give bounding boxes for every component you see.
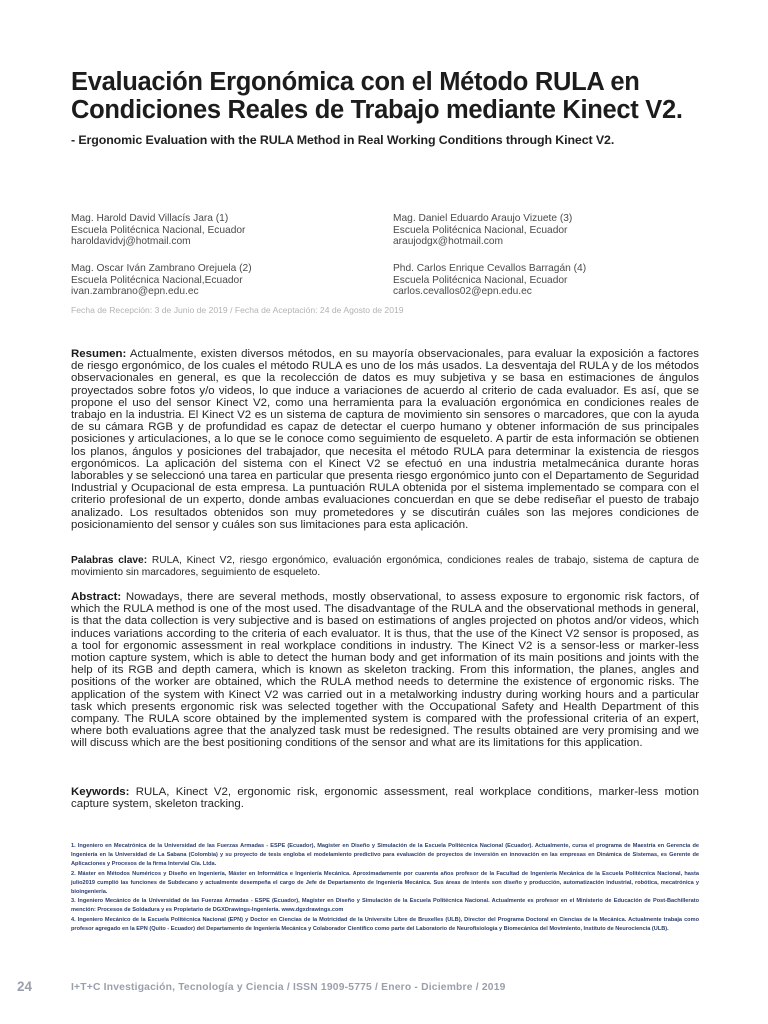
- page-number: 24: [17, 979, 33, 994]
- paper-title: Evaluación Ergonómica con el Método RULA en Condiciones Reales de Trabajo mediante Kinect V2.: [71, 68, 683, 124]
- footnote-1: 1. Ingeniero en Mecatrónica de la Universidad de las Fuerzas Armadas - ESPE (Ecuador), Magister en Diseño y Simulación de la Escuela Politécnica Nacional (Ecuador). Actualmente, cursa el programa de Maestría en Gerencia de Ingeniería en la Universidad de La Sabana (Colombia) y su proyecto de tesis engloba el modelamiento predictivo para evaluación de proyectos de inversión en innovación en las empresas en Dinámica de Sistemas, es Gerente de Aplicaciones y Procesos de la firma Intervial Cía. Ltda.: [71, 843, 699, 868]
- abstract-label: Abstract:: [71, 591, 122, 603]
- author-name: Mag. Oscar Iván Zambrano Orejuela (2): [71, 263, 252, 274]
- footnote-3: 3. Ingeniero Mecánico de la Universidad de las Fuerzas Armadas - ESPE (Ecuador), Magister en Diseño y Simulación de la Escuela Politécnica Nacional. Actualmente es profesor en el Ministerio de Educación de Post-Bachillerato mención: Procesos de Soldadura y es Propietario de DGXDrawings-Ingeniería. www.dgxdrawings.com: [71, 898, 699, 914]
- author-affiliation: Escuela Politécnica Nacional,Ecuador: [71, 274, 243, 286]
- submission-dates: Fecha de Recepción: 3 de Junio de 2019 / Fecha de Aceptación: 24 de Agosto de 2019: [71, 305, 404, 315]
- author-name: Mag. Harold David Villacís Jara (1): [71, 213, 229, 224]
- footnote-4: 4. Ingeniero Mecánico de la Escuela Politécnica Nacional (EPN) y Doctor en Ciencias de la Motricidad de la Universite Libre de Bruxelles (ULB), Director del Programa Doctoral en Ciencias de la Mecánica. Actualmente trabaja como profesor agregado en la EPN (Quito - Ecuador) del Departamento de Ingeniería Mecánica y Colaborador Científico como parte del Laboratorio de Neurofisiología y Biomecánica del Movimiento, Instituto de Neurociencia (ULB).: [71, 916, 699, 932]
- author-email: carlos.cevallos02@epn.edu.ec: [393, 286, 532, 298]
- palabras-clave-paragraph: [71, 555, 699, 579]
- author-block-3: [393, 213, 572, 248]
- resumen-paragraph: [71, 348, 699, 531]
- footnotes: [71, 842, 699, 934]
- resumen-text: Actualmente, existen diversos métodos, en su mayoría observacionales, para evaluar la exposición a factores de riesgo ergonómico, de los cuales el método RULA es uno de los más usados. La desventaja del RULA y de los métodos observacionales en general, es que la recolección de datos es muy subjetiva y se basa en estimaciones de ángulos proyectados sobre fotos y/o videos, lo que induce a variaciones de acuerdo al criterio de cada evaluador. Es así, que se propone el uso del sensor Kinect V2, como una herramienta para la evaluación ergonómica en condiciones reales de trabajo en la industria. El Kinect V2 es un sistema de captura de movimiento sin sensores o marcadores, que con la ayuda de su cámara RGB y de profundidad es capaz de detectar el cuerpo humano y obtener información de sus principales posiciones y articulaciones, a lo que se le conoce como seguimiento de esqueleto. A partir de esta información se obtienen los planos, ángulos y posiciones del trabajador, que necesita el método RULA para determinar la existencia de riesgos ergonómicos. La aplicación del sistema con el Kinect V2 se efectuó en una industria metalmecánica durante horas laborables y se seleccionó una tarea en particular que presenta riesgo ergonómico junto con el Departamento de Seguridad Industrial y Ocupacional de esta empresa. La puntuación RULA obtenida por el sistema implementado se compara con el criterio profesional de un experto, donde ambas evaluaciones concuerdan en que se debe rediseñar el puesto de trabajo analizado. Los resultados obtenidos son muy prometedores y se discutirán cuáles son las mejores condiciones de posicionamiento del sensor y cuáles son sus limitaciones para esta aplicación.: [71, 348, 699, 531]
- author-block-4: [393, 263, 586, 298]
- author-email: haroldavidvj@hotmail.com: [71, 236, 191, 248]
- journal-footer: I+T+C Investigación, Tecnología y Ciencia / ISSN 1909-5775 / Enero - Diciembre / 2019: [71, 982, 506, 993]
- paper-subtitle-english: - Ergonomic Evaluation with the RULA Method in Real Working Conditions through Kinect V2.: [71, 133, 615, 147]
- author-affiliation: Escuela Politécnica Nacional, Ecuador: [393, 224, 568, 236]
- abstract-paragraph: [71, 591, 699, 750]
- keywords-label: Keywords:: [71, 786, 130, 798]
- footnote-2: 2. Máster en Métodos Numéricos y Diseño en Ingeniería, Máster en Informática e Ingeniería Mecánica. Aproximadamente por cuarenta años profesor de la Facultad de Ingeniería Mecánica de la Escuela Politécnica Nacional, hasta julio2019 cumplió las funciones de Subdecano y actualmente desempeña el cargo de Jefe de Departamento de Ingeniería Mecánica. Sus áreas de interés son diseño y producción, automatización industrial, robótica, mecatrónica y bioingeniería.: [71, 870, 699, 896]
- palabras-clave-label: Palabras clave:: [71, 555, 148, 566]
- resumen-label: Resumen:: [71, 348, 127, 360]
- author-email: araujodgx@hotmail.com: [393, 236, 504, 248]
- author-block-2: [71, 263, 252, 298]
- abstract-text: Nowadays, there are several methods, mostly observational, to assess exposure to ergonomic risk factors, of which the RULA method is one of the most used. The disadvantage of the RULA and the observational methods in general, is that the data collection is very subjective and is based on estimations of angles projected on photos and/or videos, which induces variations according to the criteria of each evaluator. It is thus, that the use of the Kinect V2 sensor is proposed, as a tool for ergonomic assessment in real workplace conditions in industry. The Kinect V2 is a sensor-less or marker-less motion capture system, which is able to detect the human body and get information of its main positions and joints with the help of its RGB and depth camera, which is known as skeleton tracking. From this information, the planes, angles and positions of the worker are obtained, which the RULA method needs to determine the existence of ergonomic risks. The application of the system with Kinect V2 was carried out in a metalworking industry during working hours and a particular task which presents ergonomic risk was selected together with the Occupational Safety and Health Department of this company. The RULA score obtained by the implemented system is compared with the professional criteria of an expert, where both evaluations agree that the analyzed task must be redesigned. The results obtained are very promising and we will discuss which are the best positioning conditions of the sensor and what are its limitations for this application.: [71, 591, 699, 750]
- author-affiliation: Escuela Politécnica Nacional, Ecuador: [393, 274, 568, 286]
- author-email: ivan.zambrano@epn.edu.ec: [71, 286, 199, 298]
- keywords-text: RULA, Kinect V2, ergonomic risk, ergonomic assessment, real workplace conditions, marker-less motion capture system, skeleton tracking.: [71, 786, 699, 811]
- author-name: Mag. Daniel Eduardo Araujo Vizuete (3): [393, 213, 573, 224]
- palabras-clave-text: RULA, Kinect V2, riesgo ergonómico, evaluación ergonómica, condiciones reales de trabajo, sistema de captura de movimiento sin marcadores, seguimiento de esqueleto.: [71, 555, 699, 578]
- author-name: Phd. Carlos Enrique Cevallos Barragán (4): [393, 263, 587, 274]
- author-affiliation: Escuela Politécnica Nacional, Ecuador: [71, 224, 246, 236]
- author-block-1: [71, 213, 245, 248]
- keywords-paragraph: [71, 786, 699, 810]
